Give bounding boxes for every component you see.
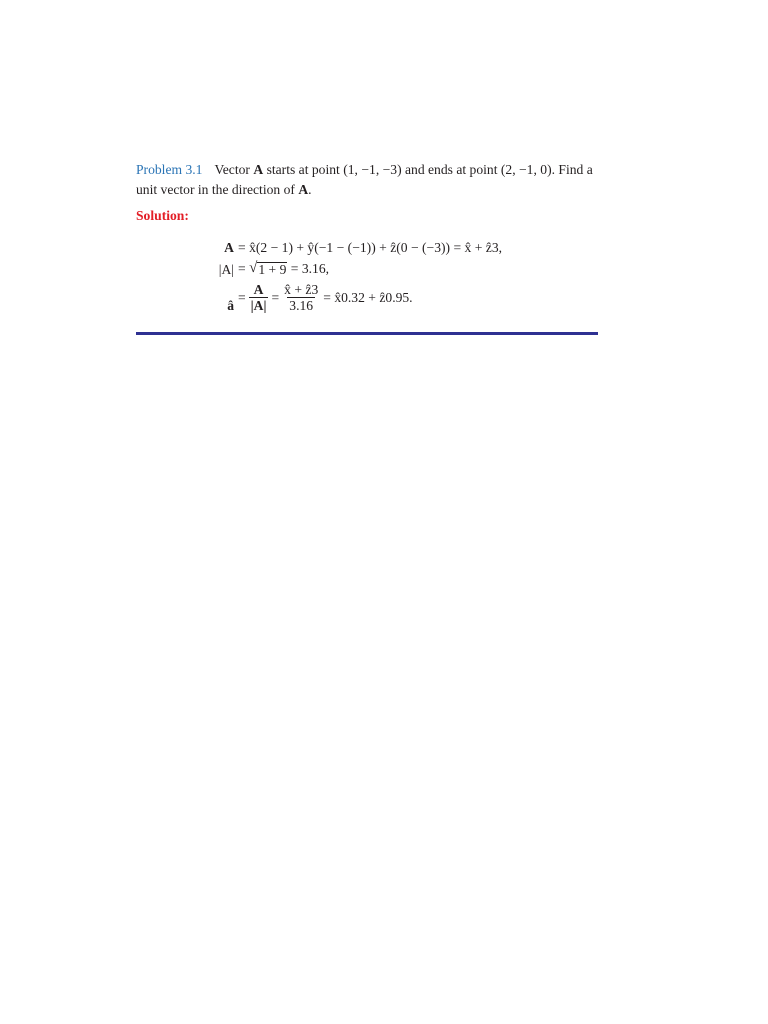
fraction-a-over-norm [249,282,269,313]
sqrt-icon: √ [249,260,258,276]
eq3-result: = x̂0.32 + ẑ0.95. [323,289,413,305]
eq3-rhs [238,282,413,313]
vector-a-bold-2: A [298,182,309,197]
eq1-lhs: A [224,240,234,255]
problem-text-2: starts at point (1, −1, −3) and ends at point (2, −1, 0). Find a unit vector in the direction of [136,162,593,197]
sqrt-radicand: 1 + 9 [258,262,287,277]
eq2-result: = 3.16, [290,260,330,276]
frac2-denominator: 3.16 [289,298,314,313]
eq1-rhs: = x̂(2 − 1) + ŷ(−1 − (−1)) + ẑ(0 − (−3)) = x̂ + ẑ3, [238,240,503,255]
problem-text-1: Vector [214,162,254,177]
problem-block [136,160,598,320]
section-divider [136,332,598,335]
eq3-lhs: â [227,298,234,313]
sqrt-expression [249,260,287,277]
solution-equations [136,240,598,320]
problem-label: Problem 3.1 [136,162,203,177]
fraction-vector-over-magnitude [282,282,320,313]
problem-statement [136,160,598,200]
solution-label: Solution: [136,208,189,223]
eq2-lhs-text: |A| [218,262,234,277]
vector-a-bold-1: A [253,162,264,177]
eq2-rhs [238,260,329,277]
eq2-lhs [198,262,234,278]
frac1-denominator: |A| [250,298,267,313]
frac2-numerator: x̂ + ẑ3 [284,282,319,297]
eq3-eq-sign: = [238,289,246,305]
problem-text-3: . [308,182,312,197]
eq3-eq-sign-2: = [271,289,280,305]
frac1-numerator: A [253,282,264,297]
eq2-eq-sign: = [238,260,246,276]
